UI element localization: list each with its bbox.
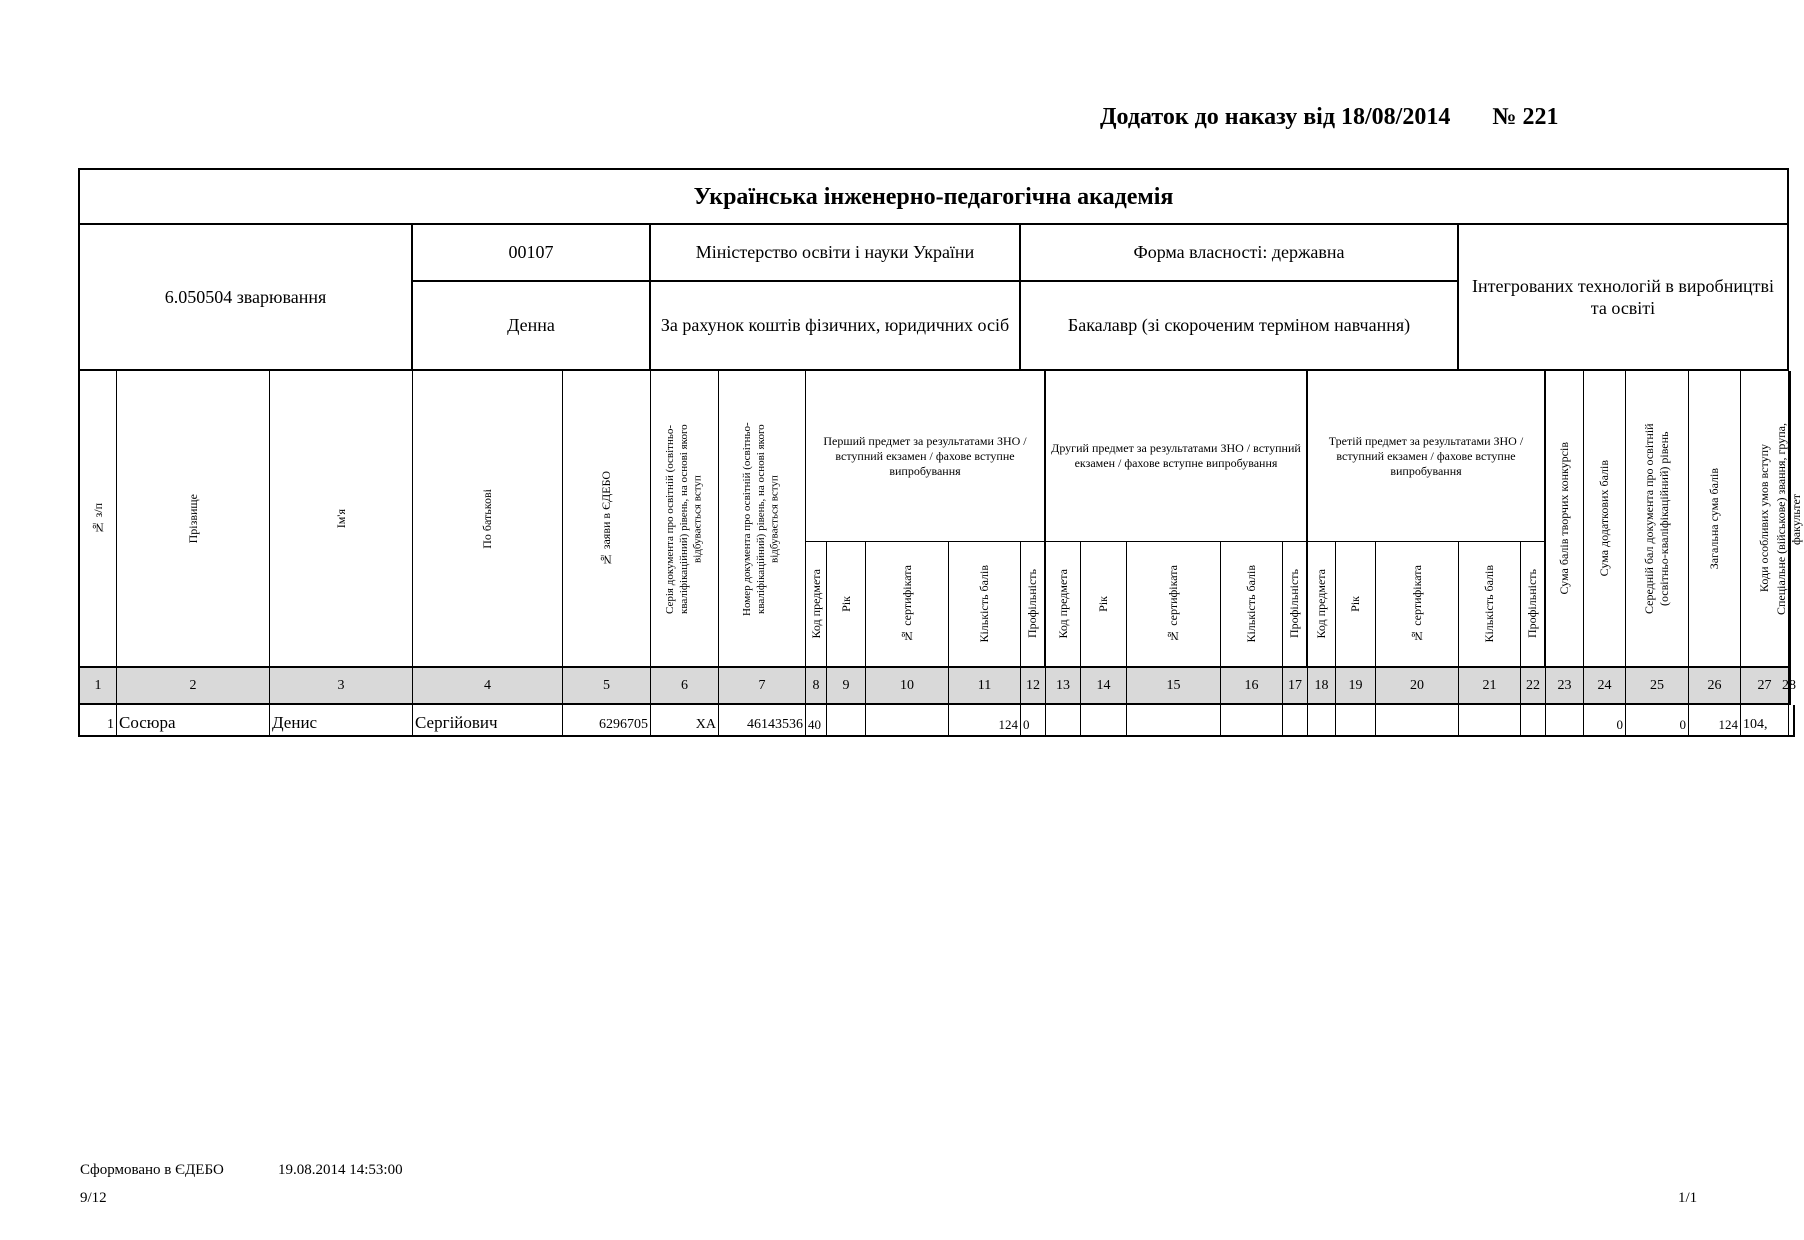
ministry-text: Міністерство освіти і науки України: [695, 242, 975, 263]
column-number: [413, 668, 563, 705]
col-row-number-header: [78, 371, 117, 668]
table-cell: [806, 705, 827, 737]
col-extra-points-header-text: Сума додаткових балів: [1597, 460, 1611, 577]
faculty-text: Інтегрованих технологій в виробництві та освіті: [1472, 275, 1774, 318]
column-number: [1584, 668, 1626, 705]
subject-third-code-header-text: Код предмета: [1314, 569, 1328, 639]
institution-title-text: Українська інженерно-педагогічна академія: [693, 183, 1174, 210]
col-patronymic-header: [413, 371, 563, 668]
column-number-text: 28: [1782, 677, 1796, 693]
subject-second-score-header: [1221, 542, 1283, 668]
column-number-text: 3: [337, 677, 345, 693]
column-number-text: 7: [758, 677, 766, 693]
col-total-score-header: [1689, 371, 1741, 668]
column-number: [1689, 668, 1741, 705]
table-cell: [1789, 705, 1795, 737]
subject-third-cert-header-text: № сертифіката: [1409, 565, 1424, 643]
table-cell-text: Сергійович: [415, 712, 498, 732]
col-name-header: [270, 371, 413, 668]
table-cell-text: 0: [1616, 716, 1623, 732]
specialty: [78, 225, 413, 371]
column-number: [270, 668, 413, 705]
table-cell-text: 124: [1718, 716, 1738, 732]
col-surname-header-text: Прізвище: [185, 493, 200, 544]
column-number: [866, 668, 949, 705]
column-number: [1283, 668, 1308, 705]
column-number-text: 6: [681, 677, 688, 693]
subject-third-score-header: [1459, 542, 1521, 668]
subject-first-year-header-text: Рік: [838, 596, 853, 612]
page-index: 9/12: [80, 1190, 107, 1206]
table-cell: [1046, 705, 1081, 737]
col-application-number-header: [563, 371, 651, 668]
column-number: [1376, 668, 1459, 705]
column-number: [1308, 668, 1336, 705]
degree: [1021, 282, 1459, 371]
specialty-text: 6.050504 зварювання: [164, 286, 327, 307]
column-number-text: 20: [1410, 677, 1424, 693]
col-average-score-header: [1626, 371, 1689, 668]
faculty: [1459, 225, 1789, 371]
subject-first-cert-header-text: № сертифіката: [899, 565, 914, 643]
table-cell: [827, 705, 866, 737]
study-form: [413, 282, 651, 371]
col-document-number-header-text: Номер документа про освітній (освітньо-кваліфікаційний) рівень, на основі якого відбувається вступ: [741, 421, 781, 616]
funding-text: За рахунок коштів фізичних, юридичних осіб: [660, 315, 1010, 336]
subject-first-code-header-text: Код предмета: [808, 569, 823, 639]
subject-first-score-header-text: Кількість балів: [977, 565, 991, 643]
column-number: [1336, 668, 1376, 705]
col-name-header-text: Ім'я: [333, 508, 348, 529]
col-total-score-header-text: Загальна сума балів: [1707, 467, 1721, 570]
institution-title: [78, 168, 1789, 225]
column-number: [1626, 668, 1689, 705]
column-number-text: 10: [900, 677, 914, 693]
column-number-text: 9: [842, 677, 850, 693]
column-number: [1521, 668, 1546, 705]
institution-code-text: 00107: [508, 242, 554, 263]
table-cell-text: 0: [1679, 716, 1686, 732]
table-cell: [413, 705, 563, 737]
subject-second-profile-header-text: Профільність: [1287, 569, 1301, 639]
column-number-text: 13: [1056, 677, 1070, 693]
column-number-text: 25: [1650, 677, 1664, 693]
table-cell: [1081, 705, 1127, 737]
column-number-text: 11: [977, 677, 992, 693]
column-number: [1546, 668, 1584, 705]
col-document-series-header: [651, 371, 719, 668]
col-creative-sum-header-text: Сума балів творчих конкурсів: [1557, 442, 1571, 595]
column-number: [1127, 668, 1221, 705]
page-count: 1/1: [1678, 1190, 1698, 1206]
column-number: [949, 668, 1021, 705]
subject-first-group-header: [806, 371, 1046, 542]
subject-second-group-header-text: Другий предмет за результатами ЗНО / вступний екзамен / фахове вступне випробування: [1051, 441, 1301, 470]
ministry: [651, 225, 1021, 282]
col-military-rank-header-text: Спеціальне (військове) звання, група, факультет: [1774, 422, 1803, 615]
column-number: [1459, 668, 1521, 705]
col-creative-sum-header: [1546, 371, 1584, 668]
column-number-text: 22: [1526, 677, 1540, 693]
column-number-text: 14: [1096, 677, 1111, 693]
table-cell-text: 104,: [1743, 716, 1768, 732]
table-cell: [1546, 705, 1584, 737]
ownership: [1021, 225, 1459, 282]
table-cell-text: 1: [107, 716, 114, 732]
table-cell: [563, 705, 651, 737]
subject-third-group-header: [1308, 371, 1546, 542]
column-number-text: 5: [603, 677, 610, 693]
table-cell: [117, 705, 270, 737]
column-number: [1046, 668, 1081, 705]
subject-first-code-header: [806, 542, 827, 668]
col-surname-header: [117, 371, 270, 668]
table-cell-text: 40: [808, 716, 821, 732]
order-number: № 221: [1492, 104, 1559, 130]
column-number: [806, 668, 827, 705]
column-number: [827, 668, 866, 705]
table-cell: [1336, 705, 1376, 737]
subject-second-group-header: [1046, 371, 1308, 542]
subject-third-profile-header-text: Профільність: [1525, 569, 1539, 639]
table-cell-text: ХА: [695, 716, 716, 732]
table-cell: [1689, 705, 1741, 737]
table-cell: [1308, 705, 1336, 737]
table-cell: [651, 705, 719, 737]
column-number: [1081, 668, 1127, 705]
table-cell-text: 124: [998, 716, 1018, 732]
column-number-text: 15: [1166, 677, 1181, 693]
col-application-number-header-text: № заяви в ЄДЕБО: [599, 470, 613, 567]
generated-label: Сформовано в ЄДЕБО: [80, 1162, 224, 1178]
col-document-number-header: [719, 371, 806, 668]
column-number-text: 1: [94, 677, 102, 693]
column-number-text: 27: [1757, 677, 1772, 693]
column-number-text: 2: [189, 677, 197, 693]
table-cell-text: 0: [1023, 716, 1030, 732]
column-number: [117, 668, 270, 705]
table-cell: [1021, 705, 1046, 737]
order-title: Додаток до наказу від 18/08/2014: [1100, 104, 1451, 130]
table-cell: [1283, 705, 1308, 737]
column-number: [651, 668, 719, 705]
table-cell: [1221, 705, 1283, 737]
subject-third-score-header-text: Кількість балів: [1482, 565, 1496, 643]
column-number-text: 12: [1026, 677, 1040, 693]
column-number-text: 17: [1288, 677, 1302, 693]
subject-second-score-header-text: Кількість балів: [1244, 565, 1258, 643]
subject-first-score-header: [949, 542, 1021, 668]
column-number-text: 24: [1597, 677, 1612, 693]
col-average-score-header-text: Середній бал документа про освітній (освітньо-кваліфікаційний) рівень: [1642, 423, 1671, 614]
column-number-text: 23: [1557, 677, 1572, 693]
column-number-text: 8: [812, 677, 820, 693]
column-number: [1021, 668, 1046, 705]
table-cell-text: 6296705: [599, 716, 648, 732]
column-number: [78, 668, 117, 705]
subject-first-year-header: [827, 542, 866, 668]
subject-second-year-header: [1081, 542, 1127, 668]
col-document-series-header-text: Серія документа про освітній (освітньо-кваліфікаційний) рівень, на основі якого відбувається вступ: [663, 423, 704, 614]
table-cell: [949, 705, 1021, 737]
subject-second-code-header-text: Код предмета: [1055, 569, 1070, 639]
column-number-text: 21: [1482, 677, 1497, 693]
col-military-rank-header: [1774, 371, 1803, 668]
subject-third-profile-header: [1521, 542, 1546, 668]
column-number: [719, 668, 806, 705]
column-number-text: 4: [484, 677, 491, 693]
column-number-text: 18: [1314, 677, 1329, 693]
subject-third-cert-header: [1376, 542, 1459, 668]
col-special-conditions-header-text: Коди особливих умов вступу: [1757, 444, 1771, 593]
table-cell: [1127, 705, 1221, 737]
table-cell-text: 46143536: [747, 716, 803, 732]
subject-third-year-header-text: Рік: [1348, 596, 1362, 612]
column-number-text: 26: [1707, 677, 1722, 693]
column-number: [1782, 668, 1796, 705]
table-cell: [1521, 705, 1546, 737]
column-number-text: 19: [1348, 677, 1363, 693]
table-cell: [1626, 705, 1689, 737]
table-cell: [1376, 705, 1459, 737]
subject-third-group-header-text: Третій предмет за результатами ЗНО / вступний екзамен / фахове вступне випробування: [1328, 433, 1524, 478]
institution-code: [413, 225, 651, 282]
subject-second-profile-header: [1283, 542, 1308, 668]
col-extra-points-header: [1584, 371, 1626, 668]
col-patronymic-header-text: По батькові: [480, 488, 494, 549]
col-row-number-header-text: № з/п: [90, 502, 105, 535]
funding: [651, 282, 1021, 371]
subject-second-year-header-text: Рік: [1096, 596, 1110, 612]
subject-first-cert-header: [866, 542, 949, 668]
table-cell: [1741, 705, 1789, 737]
column-number: [1221, 668, 1283, 705]
subject-first-profile-header: [1021, 542, 1046, 668]
generated-timestamp: 19.08.2014 14:53:00: [278, 1162, 403, 1178]
subject-third-code-header: [1308, 542, 1336, 668]
subject-second-cert-header-text: № сертифіката: [1166, 565, 1180, 643]
table-cell-text: Денис: [272, 712, 318, 732]
order-heading: [1100, 104, 1700, 131]
table-cell-text: Сосюра: [119, 712, 176, 732]
subject-first-profile-header-text: Профільність: [1025, 569, 1039, 639]
column-number: [563, 668, 651, 705]
subject-second-code-header: [1046, 542, 1081, 668]
study-form-text: Денна: [507, 315, 555, 336]
table-cell: [1459, 705, 1521, 737]
subject-third-year-header: [1336, 542, 1376, 668]
column-number-text: 16: [1244, 677, 1259, 693]
subject-first-group-header-text: Перший предмет за результатами ЗНО / вступний екзамен / фахове вступне випробування: [823, 433, 1027, 478]
table-cell: [270, 705, 413, 737]
ownership-text: Форма власності: державна: [1133, 242, 1345, 263]
table-cell: [719, 705, 806, 737]
table-cell: [866, 705, 949, 737]
subject-second-cert-header: [1127, 542, 1221, 668]
table-cell: [78, 705, 117, 737]
table-cell: [1584, 705, 1626, 737]
degree-text: Бакалавр (зі скороченим терміном навчання): [1067, 315, 1411, 336]
